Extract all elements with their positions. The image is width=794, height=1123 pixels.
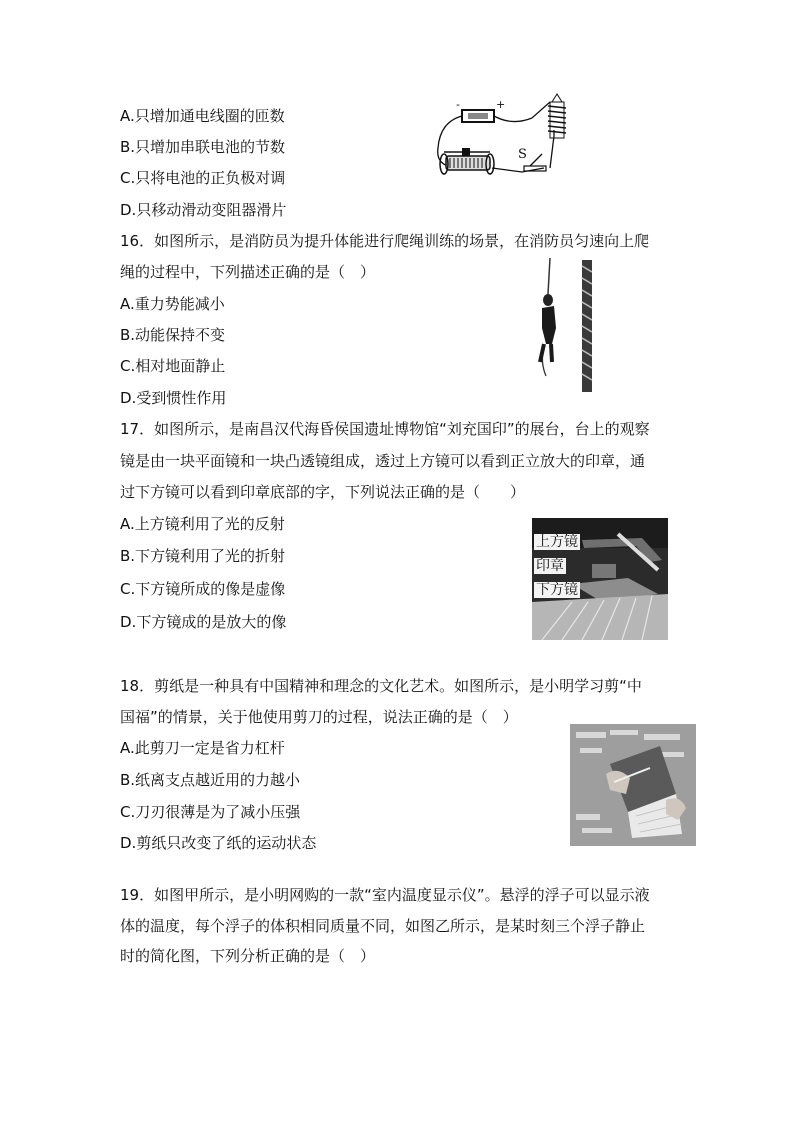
rheostat: [440, 148, 494, 174]
q18-option-c[interactable]: C.刀刃很薄是为了减小压强: [120, 803, 301, 821]
q15-option-d[interactable]: D.只移动滑动变阻器滑片: [120, 201, 287, 219]
q16-option-d[interactable]: D.受到惯性作用: [120, 389, 227, 407]
q19-stem-line-2: 体的温度，每个浮子的体积相同质量不同，如图乙所示，是某时刻三个浮子静止: [120, 917, 646, 935]
q16-stem-line-1: 16．如图所示，是消防员为提升体能进行爬绳训练的场景，在消防员匀速向上爬: [120, 232, 650, 250]
q15-circuit-figure: [432, 92, 582, 190]
q18-option-b[interactable]: B.纸离支点越近用的力越小: [120, 771, 301, 789]
q16-option-c[interactable]: C.相对地面静止: [120, 357, 226, 375]
q17-stem-line-2: 镜是由一块平面镜和一块凸透镜组成，透过上方镜可以看到正立放大的印章，通: [120, 452, 646, 470]
q18-stem-line-2: 国福”的情景，关于他使用剪刀的过程，说法正确的是（ ）: [120, 708, 518, 726]
q17-stem-line-1: 17．如图所示，是南昌汉代海昏侯国遗址博物馆“刘充国印”的展台，台上的观察: [120, 420, 650, 438]
q17-label-upper-mirror: 上方镜: [536, 534, 578, 550]
q17-option-a[interactable]: A.上方镜利用了光的反射: [120, 515, 285, 533]
q16-option-b[interactable]: B.动能保持不变: [120, 326, 226, 344]
q16-rope-climbing-photo: [532, 258, 596, 392]
electromagnet-coil: [548, 94, 566, 138]
battery-minus-label: -: [456, 98, 460, 111]
q19-stem-line-3: 时的简化图，下列分析正确的是（ ）: [120, 947, 376, 965]
q18-paper-cutting-photo: [570, 724, 696, 846]
q15-option-a[interactable]: A.只增加通电线圈的匝数: [120, 107, 285, 125]
q17-option-d[interactable]: D.下方镜成的是放大的像: [120, 613, 287, 631]
q18-option-d[interactable]: D.剪纸只改变了纸的运动状态: [120, 834, 317, 852]
q17-option-b[interactable]: B.下方镜利用了光的折射: [120, 547, 286, 565]
q16-stem-line-2: 绳的过程中，下列描述正确的是（ ）: [120, 263, 376, 281]
q17-option-c[interactable]: C.下方镜所成的像是虚像: [120, 580, 286, 598]
q17-display-stand-photo: [532, 518, 668, 640]
q15-option-b[interactable]: B.只增加串联电池的节数: [120, 138, 286, 156]
switch-s-label: S: [518, 147, 527, 162]
q16-option-a[interactable]: A.重力势能减小: [120, 295, 225, 313]
q19-stem-line-1: 19．如图甲所示，是小明网购的一款“室内温度显示仪”。悬浮的浮子可以显示液: [120, 886, 650, 904]
q17-label-seal: 印章: [536, 558, 564, 574]
q15-option-c[interactable]: C.只将电池的正负极对调: [120, 169, 286, 187]
q18-option-a[interactable]: A.此剪刀一定是省力杠杆: [120, 739, 285, 757]
q18-stem-line-1: 18．剪纸是一种具有中国精神和理念的文化艺术。如图所示，是小明学习剪“中: [120, 677, 642, 695]
battery-plus-label: +: [496, 98, 506, 111]
q17-label-lower-mirror: 下方镜: [536, 582, 578, 598]
q17-stem-line-3: 过下方镜可以看到印章底部的字，下列说法正确的是（ ）: [120, 483, 526, 501]
